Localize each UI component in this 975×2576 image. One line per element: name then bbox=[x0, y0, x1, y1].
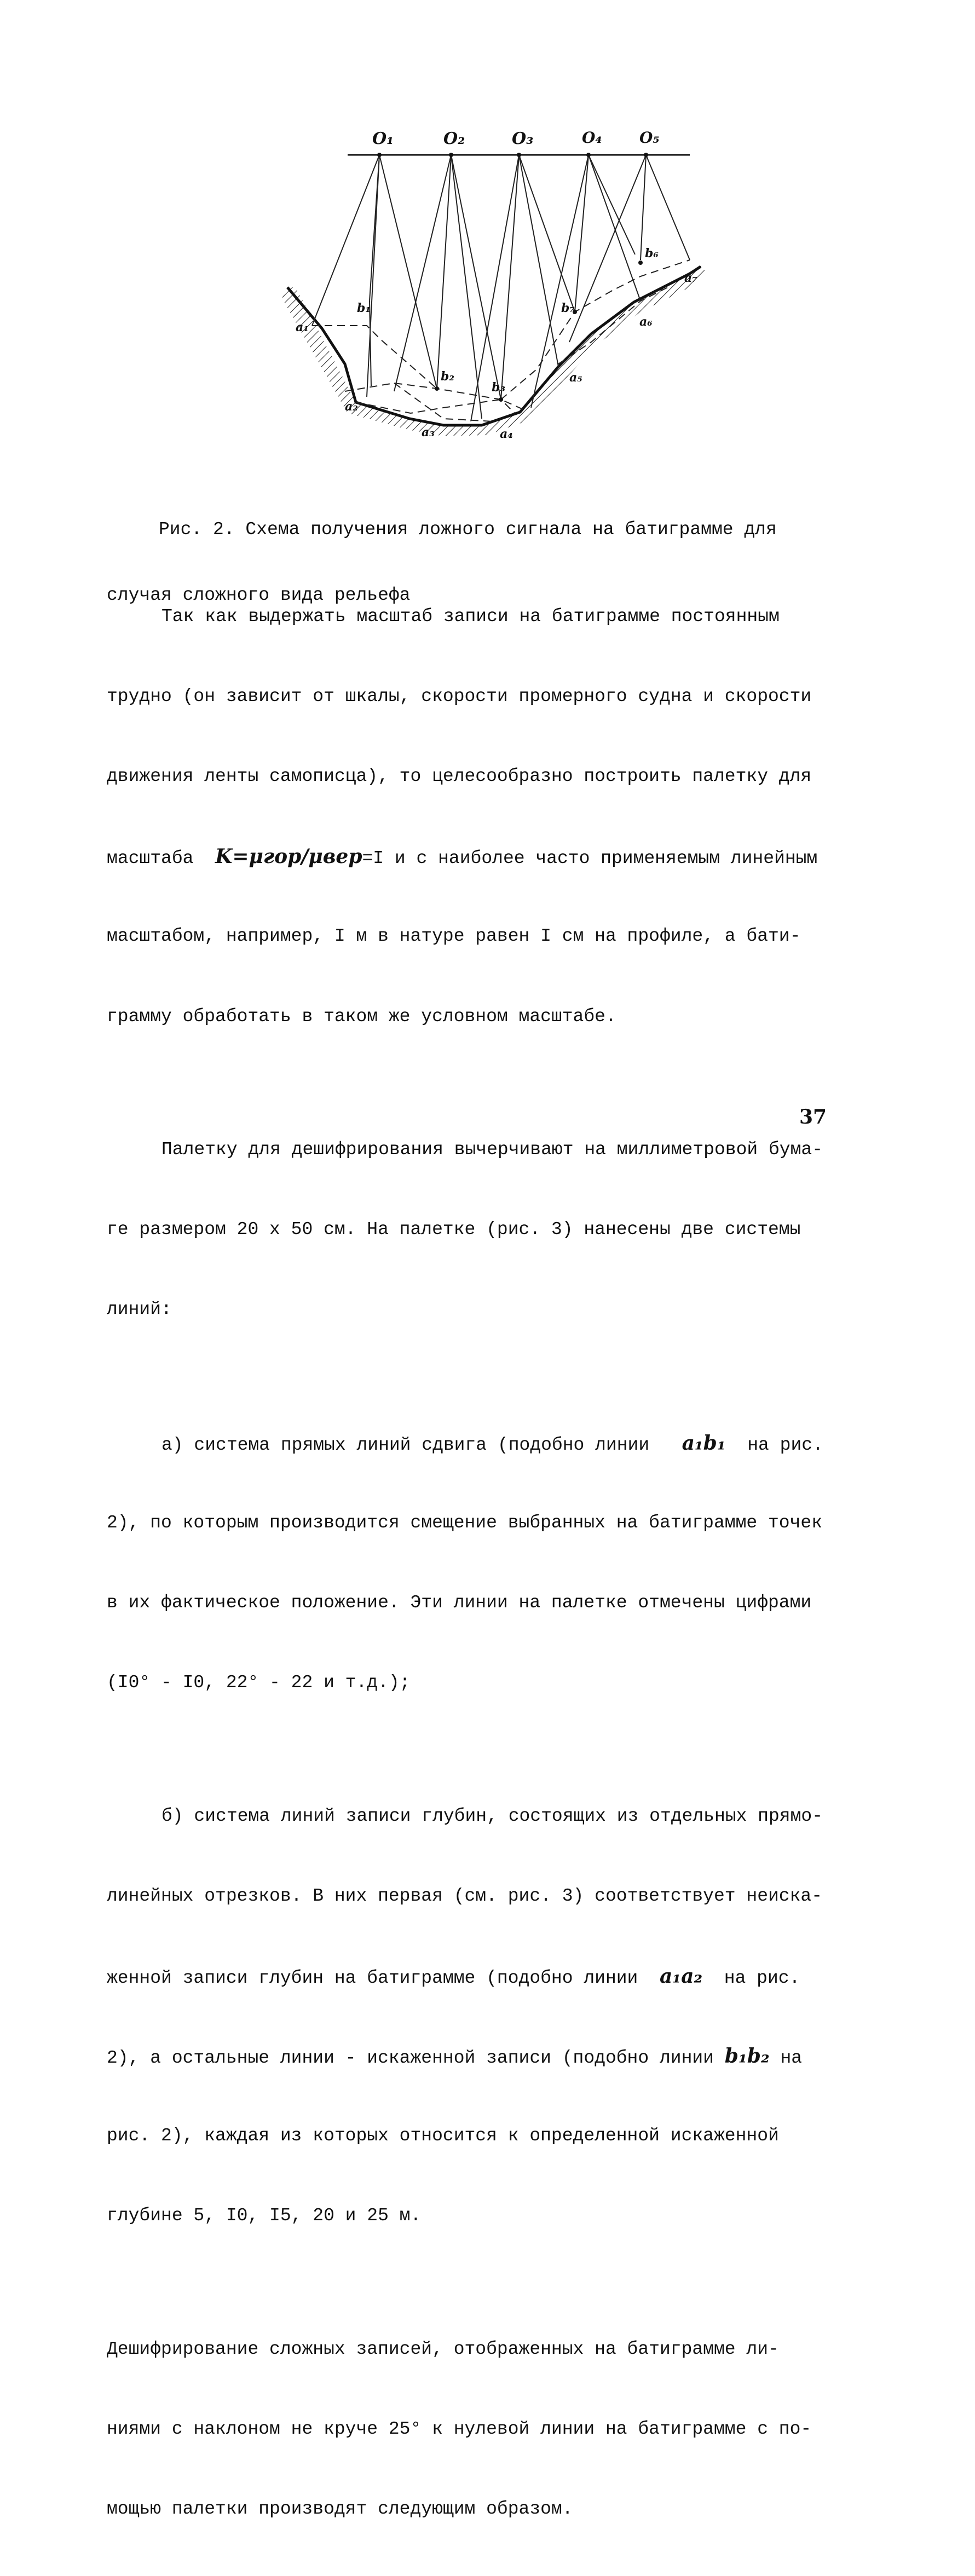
text-fragment: на рис. bbox=[724, 1967, 800, 1988]
text-line: Дешифрирование сложных записей, отображенных на батиграмме ли- bbox=[107, 2338, 779, 2359]
label-b3: b₃ bbox=[492, 380, 506, 395]
label-a5: a₅ bbox=[569, 371, 582, 385]
handwritten-symbol: b₁b₂ bbox=[724, 2044, 770, 2068]
text-line: мощью палетки производят следующим образом. bbox=[107, 2498, 573, 2519]
text-line: Так как выдержать масштаб записи на батиграмме постоянным bbox=[161, 606, 780, 627]
text-line: 2), по которым производится смещение выбранных на батиграмме точек bbox=[107, 1512, 823, 1533]
text-line: (I0° - I0, 22° - 22 и т.д.); bbox=[107, 1672, 411, 1693]
text-fragment: на bbox=[780, 2047, 803, 2068]
text-fragment: масштаба bbox=[107, 848, 194, 869]
text-line: грамму обработать в таком же условном масштабе. bbox=[107, 1006, 616, 1027]
page-number: 37 bbox=[799, 1105, 827, 1128]
text-fragment: а) система прямых линий сдвига (подобно линии bbox=[161, 1434, 650, 1455]
text-line: движения ленты самописца), то целесообразно построить палетку для bbox=[107, 766, 812, 787]
body-text bbox=[107, 524, 823, 2576]
label-a3: a₃ bbox=[422, 425, 435, 439]
text-line: ниями с наклоном не круче 25° к нулевой линии на батиграмме с по- bbox=[107, 2418, 812, 2439]
label-a6: a₆ bbox=[639, 315, 653, 329]
text-fragment: 2), а остальные линии - искаженной записи (подобно линии bbox=[107, 2047, 714, 2068]
handwritten-symbol: a₁b₁ bbox=[682, 1431, 726, 1455]
label-o1: O₁ bbox=[372, 129, 394, 148]
text-line: Палетку для дешифрирования вычерчивают на миллиметровой бума- bbox=[161, 1139, 823, 1160]
label-b1: b₁ bbox=[357, 301, 371, 315]
label-a7: a₇ bbox=[684, 271, 697, 285]
text-line: б) система линий записи глубин, состоящих из отдельных прямо- bbox=[161, 1805, 823, 1826]
text-line bbox=[107, 1430, 823, 1457]
text-line bbox=[107, 1963, 823, 1990]
label-o4: O₄ bbox=[582, 129, 602, 147]
text-line: в их фактическое положение. Эти линии на палетке отмечены цифрами bbox=[107, 1592, 812, 1613]
handwritten-symbol: a₁a₂ bbox=[659, 1964, 703, 1988]
label-o2: O₂ bbox=[443, 129, 465, 148]
text-line bbox=[107, 843, 823, 870]
label-o3: O₃ bbox=[512, 129, 534, 148]
caption-line: Рис. 2. Схема получения ложного сигнала на батиграмме для bbox=[159, 519, 777, 540]
label-b6: b₆ bbox=[645, 246, 659, 261]
text-fragment: на рис. bbox=[747, 1434, 823, 1455]
text-line: линий: bbox=[107, 1299, 172, 1320]
text-fragment: =I и с наиболее часто применяемым линейным bbox=[362, 848, 818, 869]
text-line: ге размером 20 х 50 см. На палетке (рис. 3) нанесены две системы bbox=[107, 1219, 801, 1240]
handwritten-formula: K=μгор/μвер bbox=[215, 845, 362, 869]
text-line: глубине 5, I0, I5, 20 и 25 м. bbox=[107, 2205, 422, 2226]
text-line: рис. 2), каждая из которых относится к определенной искаженной bbox=[107, 2125, 779, 2146]
figure-diagram bbox=[263, 123, 734, 462]
text-fragment: женной записи глубин на батиграмме (подобно линии bbox=[107, 1967, 638, 1988]
label-a1: a₁ bbox=[296, 320, 309, 334]
caption-line: случая сложного вида рельефа bbox=[107, 585, 411, 605]
label-b7: b₇ bbox=[561, 301, 575, 315]
text-line: линейных отрезков. В них первая (см. рис. 3) соответствует неиска- bbox=[107, 1885, 823, 1906]
text-line: масштабом, например, I м в натуре равен I см на профиле, а бати- bbox=[107, 926, 801, 947]
figure-bathygram-scheme bbox=[263, 123, 734, 462]
label-a4: a₄ bbox=[500, 427, 513, 441]
text-line bbox=[107, 2043, 823, 2070]
label-o5: O₅ bbox=[639, 129, 660, 147]
text-line: трудно (он зависит от шкалы, скорости промерного судна и скорости bbox=[107, 686, 812, 707]
label-a2: a₂ bbox=[345, 400, 358, 414]
label-b2: b₂ bbox=[441, 369, 455, 384]
